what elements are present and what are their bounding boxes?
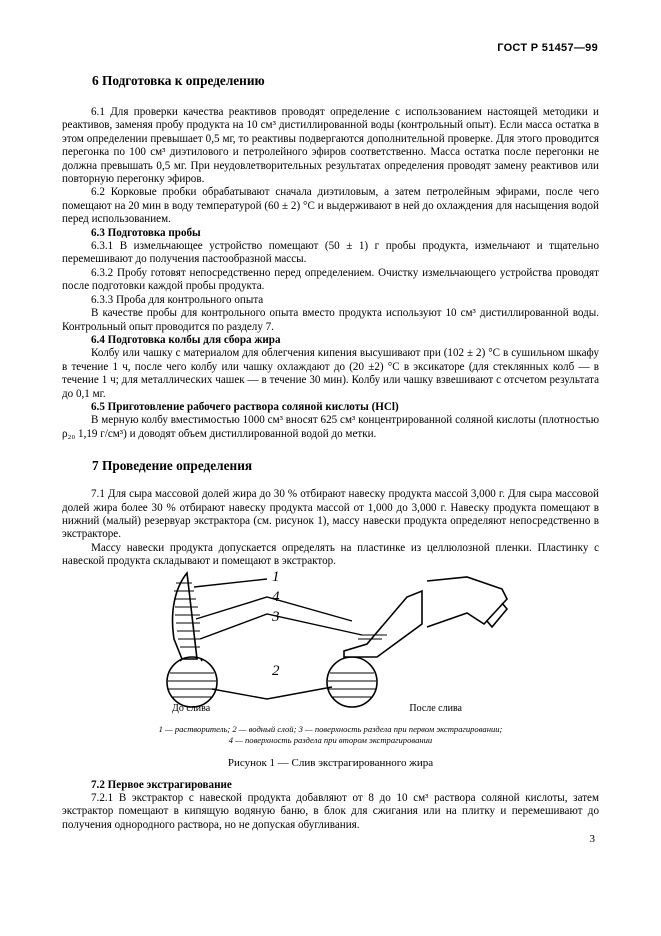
- paragraph-6-2: 6.2 Корковые пробки обрабатывают сначала диэтиловым, а затем петролейным эфирами, после чего помещают на 20 мин в воду температурой (60 ± 2) °С и выдерживают в ней до охлаждения для насыщения водой перед использованием.: [62, 186, 599, 226]
- extractor-diagram: [62, 569, 599, 709]
- heading-7-2: 7.2 Первое экстрагирование: [91, 778, 232, 791]
- figure-legend-1: 1 — растворитель; 2 — водный слой; 3 — поверхность раздела при первом экстрагировании;: [158, 723, 503, 734]
- paragraph-6-3-2: 6.3.2 Пробу готовят непосредственно перед определением. Очистку измельчающего устройства проводят после подготовки каждой пробы продукта.: [62, 266, 599, 293]
- paragraph-6-4: Колбу или чашку с материалом для облегчения кипения высушивают при (102 ± 2) °С в сушильном шкафу в течение 1 ч, после чего колбу или чашку охлаждают до (20 ±2) °С в эксикаторе (для стеклянных колб — в течение 1 ч; для металлических чашек — в течение 30 мин). Колбу или чашку взвешивают с отсчетом результата до 0,1 мг.: [62, 347, 599, 400]
- paragraph-7-1: 7.1 Для сыра массовой долей жира до 30 % отбирают навеску продукта массой 3,000 г. Для сыра массовой долей жира более 30 % отбирают навеску продукта массой от 1,000 до 3,000 г. Навеску продукта помещают в нижний (малый) резервуар экстрактора (см. рисунок 1), массу навески продукта определяют непосредственно в экстракторе.: [62, 488, 599, 541]
- figure-1: [62, 569, 599, 709]
- figure-label-2: 2: [272, 662, 280, 679]
- page-number: 3: [589, 833, 595, 845]
- figure-label-3: 3: [272, 608, 280, 625]
- paragraph-7-1b: Массу навески продукта допускается определять на пластинке из целлюлозной пленки. Пластинку с навеской продукта складывают и помещают в экстрактор.: [62, 541, 599, 568]
- figure-legend-2: 4 — поверхность раздела при втором экстрагировании: [228, 734, 433, 745]
- paragraph-6-1: 6.1 Для проверки качества реактивов проводят определение с использованием настоящей методики и реактивов, заменяя пробу продукта на 10 см³ дистиллированной воды (контрольный опыт). Если масса остатка в этом определении превышает 0,5 мг, то реактивы подвергаются дополнительной проверке. Для этого проводится перегонка по 100 см³ диэтилового и петролейного эфиров соответственно. Масса остатка после перегонки не должна превышать 0,5 мг. При неудовлетворительных результатах определения проводят замену реактивов или повторную перегонку эфиров.: [62, 106, 599, 186]
- label-before-drain: До слива: [172, 702, 211, 714]
- paragraph-6-3-3: 6.3.3 Проба для контрольного опыта: [91, 293, 264, 306]
- section-6-title: 6 Подготовка к определению: [92, 73, 265, 88]
- heading-6-4: 6.4 Подготовка колбы для сбора жира: [91, 333, 281, 346]
- label-after-drain: После слива: [409, 702, 462, 714]
- figure-label-1: 1: [272, 568, 280, 585]
- figure-label-4: 4: [272, 588, 280, 605]
- heading-6-5: 6.5 Приготовление рабочего раствора соляной кислоты (HCl): [91, 400, 399, 413]
- document-header: ГОСТ Р 51457—99: [497, 42, 598, 54]
- heading-6-3: 6.3 Подготовка пробы: [91, 226, 201, 239]
- paragraph-6-3-3b: В качестве пробы для контрольного опыта вместо продукта используют 10 см³ дистиллированной воды. Контрольный опыт проводится по разделу 7.: [62, 307, 599, 333]
- paragraph-6-5: В мерную колбу вместимостью 1000 см³ вносят 625 см³ концентрированной соляной кислоты (плотностью ρ₂₀ 1,19 г/см³) и доводят объем дистиллированной водой до метки.: [62, 414, 599, 440]
- paragraph-6-3-1: 6.3.1 В измельчающее устройство помещают (50 ± 1) г пробы продукта, измельчают и тщательно перемешивают до получения пастообразной массы.: [62, 240, 599, 266]
- figure-caption: Рисунок 1 — Слив экстрагированного жира: [227, 756, 434, 769]
- section-7-title: 7 Проведение определения: [92, 458, 253, 474]
- page-content: [62, 70, 599, 832]
- paragraph-7-2-1: 7.2.1 В экстрактор с навеской продукта добавляют от 8 до 10 см³ раствора соляной кислоты, затем экстрактор помещают в кипящую водяную баню, в блок для сжигания или на плитку и перемешивают до получения однородного раствора, но не допуская обугливания.: [62, 792, 599, 831]
